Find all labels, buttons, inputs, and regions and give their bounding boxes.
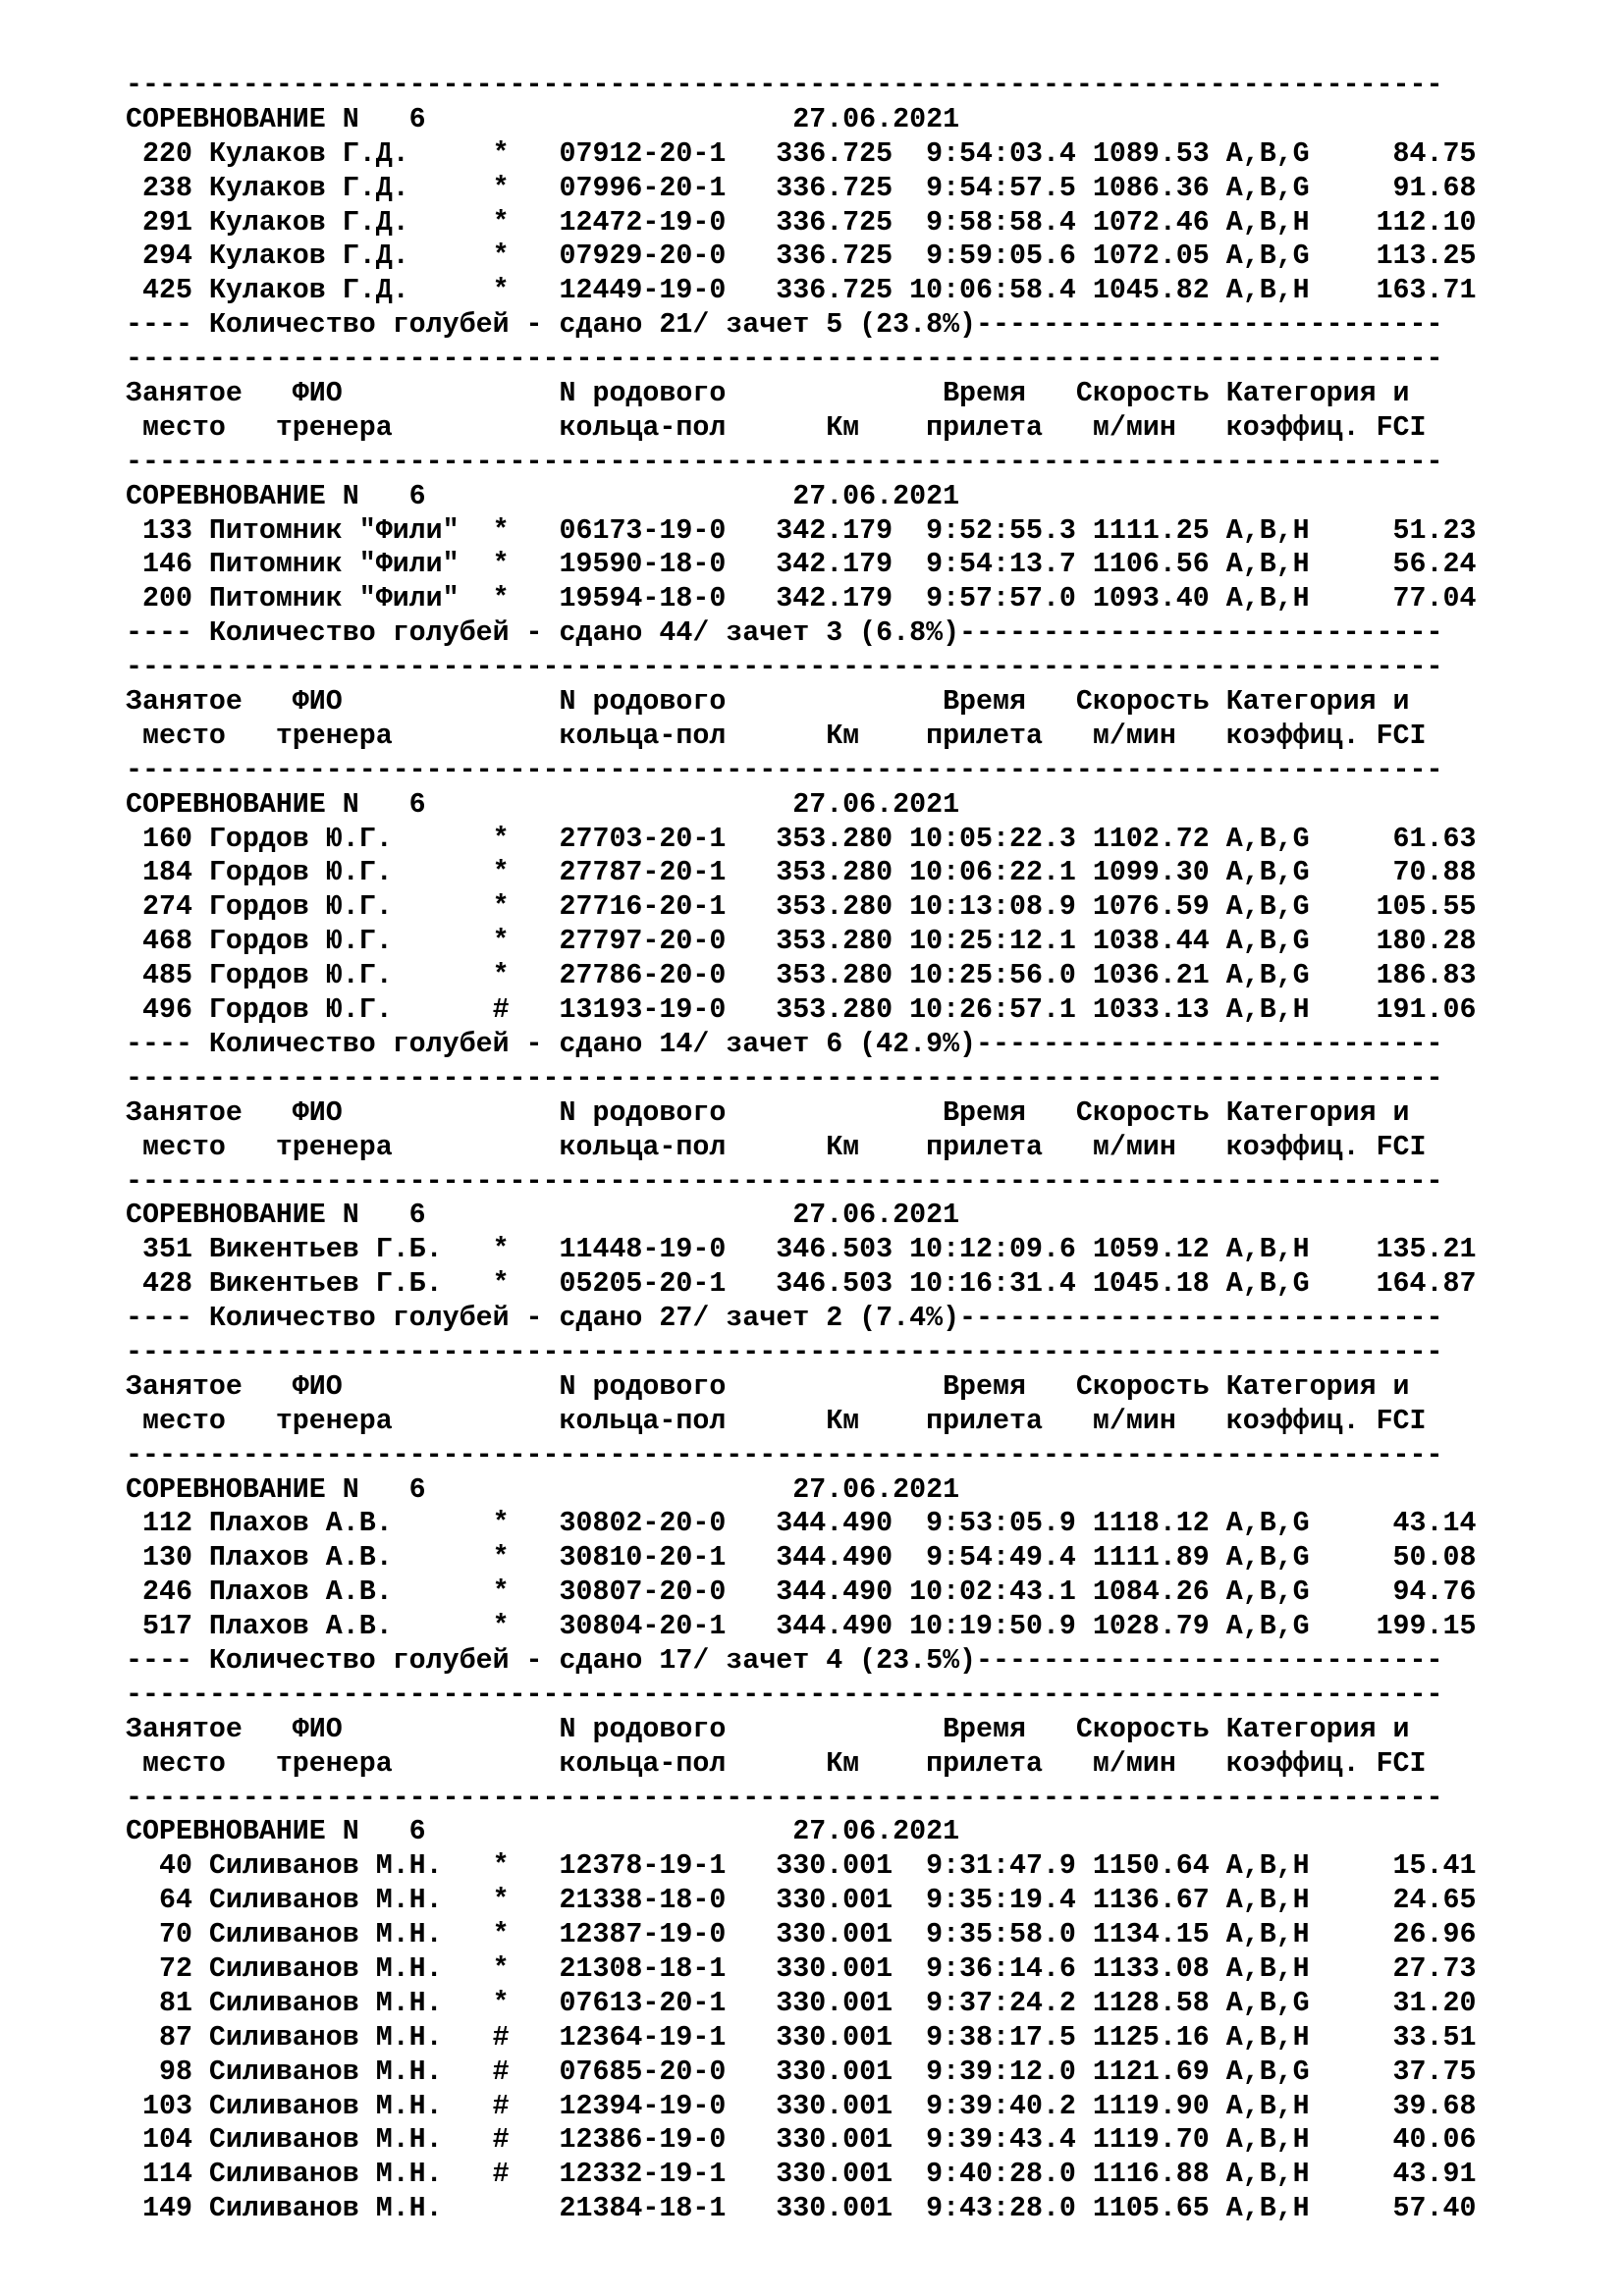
report-line: 112 Плахов А.В. * 30802-20-0 344.490 9:53:05.9 1118.12 A,B,G 43.14 — [126, 1508, 1477, 1540]
report-line: 425 Кулаков Г.Д. * 12449-19-0 336.725 10:06:58.4 1045.82 A,B,H 163.71 — [126, 275, 1477, 307]
report-line: 220 Кулаков Г.Д. * 07912-20-1 336.725 9:54:03.4 1089.53 A,B,G 84.75 — [126, 137, 1477, 170]
report-line: ------------------------------------------------------------------------------- — [126, 70, 1443, 101]
report-line: СОРЕВНОВАНИЕ N 6 27.06.2021 — [126, 480, 960, 512]
report-line: СОРЕВНОВАНИЕ N 6 27.06.2021 — [126, 1473, 960, 1506]
report-line: 485 Гордов Ю.Г. * 27786-20-0 353.280 10:25:56.0 1036.21 A,B,G 186.83 — [126, 960, 1477, 992]
report-line: 103 Силиванов М.Н. # 12394-19-0 330.001 9:39:40.2 1119.90 A,B,H 39.68 — [126, 2090, 1477, 2122]
report-line: СОРЕВНОВАНИЕ N 6 27.06.2021 — [126, 788, 960, 821]
report-line: 496 Гордов Ю.Г. # 13193-19-0 353.280 10:26:57.1 1033.13 A,B,H 191.06 — [126, 994, 1477, 1027]
report-line: 160 Гордов Ю.Г. * 27703-20-1 353.280 10:05:22.3 1102.72 A,B,G 61.63 — [126, 823, 1477, 855]
report-line: 72 Силиванов М.Н. * 21308-18-1 330.001 9:36:14.6 1133.08 A,B,H 27.73 — [126, 1952, 1477, 1985]
report-line: ------------------------------------------------------------------------------- — [126, 652, 1443, 684]
report-line: место тренера кольца-пол Км прилета м/мин коэффиц. FCI — [126, 1131, 1427, 1163]
report-line: СОРЕВНОВАНИЕ N 6 27.06.2021 — [126, 1200, 960, 1232]
report-line: ------------------------------------------------------------------------------- — [126, 344, 1443, 376]
report-line: 184 Гордов Ю.Г. * 27787-20-1 353.280 10:06:22.1 1099.30 A,B,G 70.88 — [126, 857, 1477, 889]
report-line: ------------------------------------------------------------------------------- — [126, 1165, 1443, 1198]
report-line: Занятое ФИО N родового Время Скорость Категория и — [126, 686, 1410, 719]
report-line: Занятое ФИО N родового Время Скорость Категория и — [126, 1096, 1410, 1129]
report-line: место тренера кольца-пол Км прилета м/мин коэффиц. FCI — [126, 1747, 1427, 1780]
report-line: 81 Силиванов М.Н. * 07613-20-1 330.001 9:37:24.2 1128.58 A,B,G 31.20 — [126, 1987, 1477, 2019]
results-printout — [126, 69, 1476, 2226]
report-line: 104 Силиванов М.Н. # 12386-19-0 330.001 9:39:43.4 1119.70 A,B,H 40.06 — [126, 2124, 1477, 2157]
report-line: ---- Количество голубей - сдано 17/ зачет 4 (23.5%)---------------------------- — [126, 1644, 1443, 1677]
report-line: ------------------------------------------------------------------------------- — [126, 754, 1443, 786]
report-line: 70 Силиванов М.Н. * 12387-19-0 330.001 9:35:58.0 1134.15 A,B,H 26.96 — [126, 1919, 1477, 1951]
report-line: СОРЕВНОВАНИЕ N 6 27.06.2021 — [126, 103, 960, 135]
report-line: место тренера кольца-пол Км прилета м/мин коэффиц. FCI — [126, 411, 1427, 444]
report-line: 200 Питомник "Фили" * 19594-18-0 342.179 9:57:57.0 1093.40 A,B,H 77.04 — [126, 583, 1477, 615]
report-line: 149 Силиванов М.Н. 21384-18-1 330.001 9:43:28.0 1105.65 A,B,H 57.40 — [126, 2193, 1477, 2225]
report-line: 294 Кулаков Г.Д. * 07929-20-0 336.725 9:59:05.6 1072.05 A,B,G 113.25 — [126, 240, 1477, 273]
report-line: 114 Силиванов М.Н. # 12332-19-1 330.001 9:40:28.0 1116.88 A,B,H 43.91 — [126, 2159, 1477, 2191]
report-line: ------------------------------------------------------------------------------- — [126, 1062, 1443, 1095]
report-line: ---- Количество голубей - сдано 14/ зачет 6 (42.9%)---------------------------- — [126, 1028, 1443, 1060]
report-line: место тренера кольца-пол Км прилета м/мин коэффиц. FCI — [126, 1405, 1427, 1437]
report-line: 291 Кулаков Г.Д. * 12472-19-0 336.725 9:58:58.4 1072.46 A,B,H 112.10 — [126, 206, 1477, 239]
report-line: Занятое ФИО N родового Время Скорость Категория и — [126, 378, 1410, 410]
report-line: 351 Викентьев Г.Б. * 11448-19-0 346.503 10:12:09.6 1059.12 A,B,H 135.21 — [126, 1234, 1477, 1266]
report-line: 146 Питомник "Фили" * 19590-18-0 342.179 9:54:13.7 1106.56 A,B,H 56.24 — [126, 549, 1477, 581]
report-line: ------------------------------------------------------------------------------- — [126, 1782, 1443, 1814]
report-line: 274 Гордов Ю.Г. * 27716-20-1 353.280 10:13:08.9 1076.59 A,B,G 105.55 — [126, 891, 1477, 924]
report-line: 133 Питомник "Фили" * 06173-19-0 342.179 9:52:55.3 1111.25 A,B,H 51.23 — [126, 514, 1477, 547]
report-line: место тренера кольца-пол Км прилета м/мин коэффиц. FCI — [126, 720, 1427, 752]
report-line: 87 Силиванов М.Н. # 12364-19-1 330.001 9:38:17.5 1125.16 A,B,H 33.51 — [126, 2021, 1477, 2054]
report-line: 238 Кулаков Г.Д. * 07996-20-1 336.725 9:54:57.5 1086.36 A,B,G 91.68 — [126, 172, 1477, 204]
report-line: 98 Силиванов М.Н. # 07685-20-0 330.001 9:39:12.0 1121.69 A,B,G 37.75 — [126, 2056, 1477, 2088]
report-line: 428 Викентьев Г.Б. * 05205-20-1 346.503 10:16:31.4 1045.18 A,B,G 164.87 — [126, 1268, 1477, 1301]
report-line: 468 Гордов Ю.Г. * 27797-20-0 353.280 10:25:12.1 1038.44 A,B,G 180.28 — [126, 926, 1477, 958]
report-line: 517 Плахов А.В. * 30804-20-1 344.490 10:19:50.9 1028.79 A,B,G 199.15 — [126, 1611, 1477, 1643]
report-line: 130 Плахов А.В. * 30810-20-1 344.490 9:54:49.4 1111.89 A,B,G 50.08 — [126, 1542, 1477, 1575]
report-line: ------------------------------------------------------------------------------- — [126, 1439, 1443, 1471]
report-line: ---- Количество голубей - сдано 27/ зачет 2 (7.4%)----------------------------- — [126, 1303, 1443, 1335]
report-line: ------------------------------------------------------------------------------- — [126, 1336, 1443, 1368]
report-line: ---- Количество голубей - сдано 44/ зачет 3 (6.8%)----------------------------- — [126, 617, 1443, 650]
report-line: ---- Количество голубей - сдано 21/ зачет 5 (23.8%)---------------------------- — [126, 309, 1443, 342]
report-line: ------------------------------------------------------------------------------- — [126, 1679, 1443, 1711]
report-line: Занятое ФИО N родового Время Скорость Категория и — [126, 1370, 1410, 1403]
report-line: 246 Плахов А.В. * 30807-20-0 344.490 10:02:43.1 1084.26 A,B,G 94.76 — [126, 1576, 1477, 1609]
report-line: ------------------------------------------------------------------------------- — [126, 446, 1443, 478]
report-line: 64 Силиванов М.Н. * 21338-18-0 330.001 9:35:19.4 1136.67 A,B,H 24.65 — [126, 1885, 1477, 1917]
report-line: СОРЕВНОВАНИЕ N 6 27.06.2021 — [126, 1816, 960, 1848]
report-line: Занятое ФИО N родового Время Скорость Категория и — [126, 1713, 1410, 1745]
report-line: 40 Силиванов М.Н. * 12378-19-1 330.001 9:31:47.9 1150.64 A,B,H 15.41 — [126, 1850, 1477, 1883]
